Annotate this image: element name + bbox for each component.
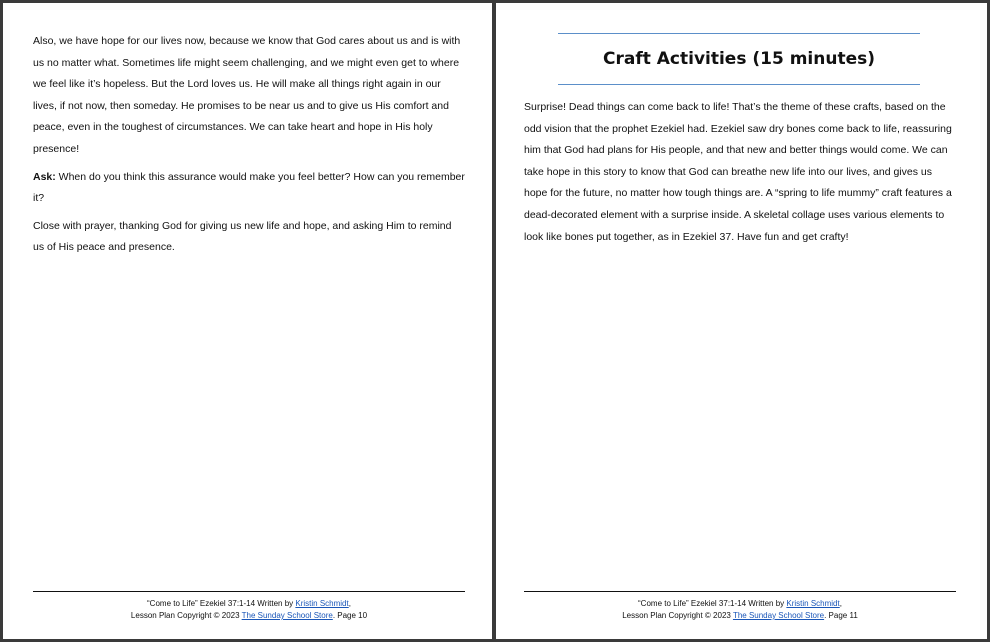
right-footer-title: “Come to Life” Ezekiel 37:1-14 Written by: [638, 599, 787, 608]
right-footer: [524, 591, 956, 622]
right-paragraph-crafts: Surprise! Dead things can come back to life! That’s the theme of these crafts, based on the odd vision that the prophet Ezekiel had. Ezekiel saw dry bones come back to life, reassuring him that God had plans for His people, and that new and better things would come. We can take hope in this story to know that God can breathe new life into our lives, and gives us hope for the future, no matter how tough things are. A “spring to life mummy” craft features a dead-decorated element with a surprise inside. A skeletal collage uses various elements to look like bones put together, as in Ezekiel 37. Have fun and get crafty!: [524, 101, 952, 243]
left-body-text: [33, 31, 465, 259]
left-paragraph-hope: Also, we have hope for our lives now, because we know that God cares about us and is with us no matter what. Sometimes life might seem challenging, and we might even get to where we feel like it’s hopeless. But the Lord loves us. He will make all things right again in our lives, if not now, then someday. He promises to be near us and to give us His comfort and peace, even in the toughest of circumstances. We can take heart and hope in His holy presence!: [33, 35, 461, 155]
right-footer-page-number: . Page 11: [824, 611, 858, 620]
left-footer-rule: [33, 591, 465, 592]
right-body-text: [524, 97, 956, 248]
right-author-link[interactable]: Kristin Schmidt: [786, 599, 840, 608]
left-footer-copyright: Lesson Plan Copyright © 2023: [130, 611, 242, 620]
right-footer-comma: ,: [839, 599, 842, 608]
section-heading: Craft Activities (15 minutes): [602, 49, 876, 69]
right-footer-rule: [524, 591, 956, 592]
heading-bottom-rule: [558, 84, 920, 85]
craft-heading-block: [558, 33, 920, 85]
page-10: [3, 3, 492, 639]
left-store-link[interactable]: The Sunday School Store: [241, 611, 333, 620]
left-paragraph-prayer: Close with prayer, thanking God for giving us new life and hope, and asking Him to remind us of His peace and presence.: [33, 219, 452, 254]
left-footer-title: “Come to Life” Ezekiel 37:1-14 Written by: [147, 599, 296, 608]
left-paragraph-ask: [33, 167, 465, 210]
ask-label: Ask:: [33, 170, 56, 183]
right-store-link[interactable]: The Sunday School Store: [732, 611, 825, 620]
right-footer-line2: [524, 610, 956, 622]
right-footer-copyright: Lesson Plan Copyright © 2023: [622, 611, 733, 620]
left-author-link[interactable]: Kristin Schmidt: [295, 599, 349, 608]
right-footer-line1: [524, 598, 956, 610]
page-11: [496, 3, 987, 639]
left-footer-page-number: . Page 10: [332, 611, 368, 620]
left-footer-comma: ,: [348, 599, 351, 608]
ask-question: When do you think this assurance would make you feel better? How can you remember it?: [33, 170, 465, 205]
left-footer-line2: [33, 610, 465, 622]
left-footer: [33, 591, 465, 622]
left-footer-line1: [33, 598, 465, 610]
